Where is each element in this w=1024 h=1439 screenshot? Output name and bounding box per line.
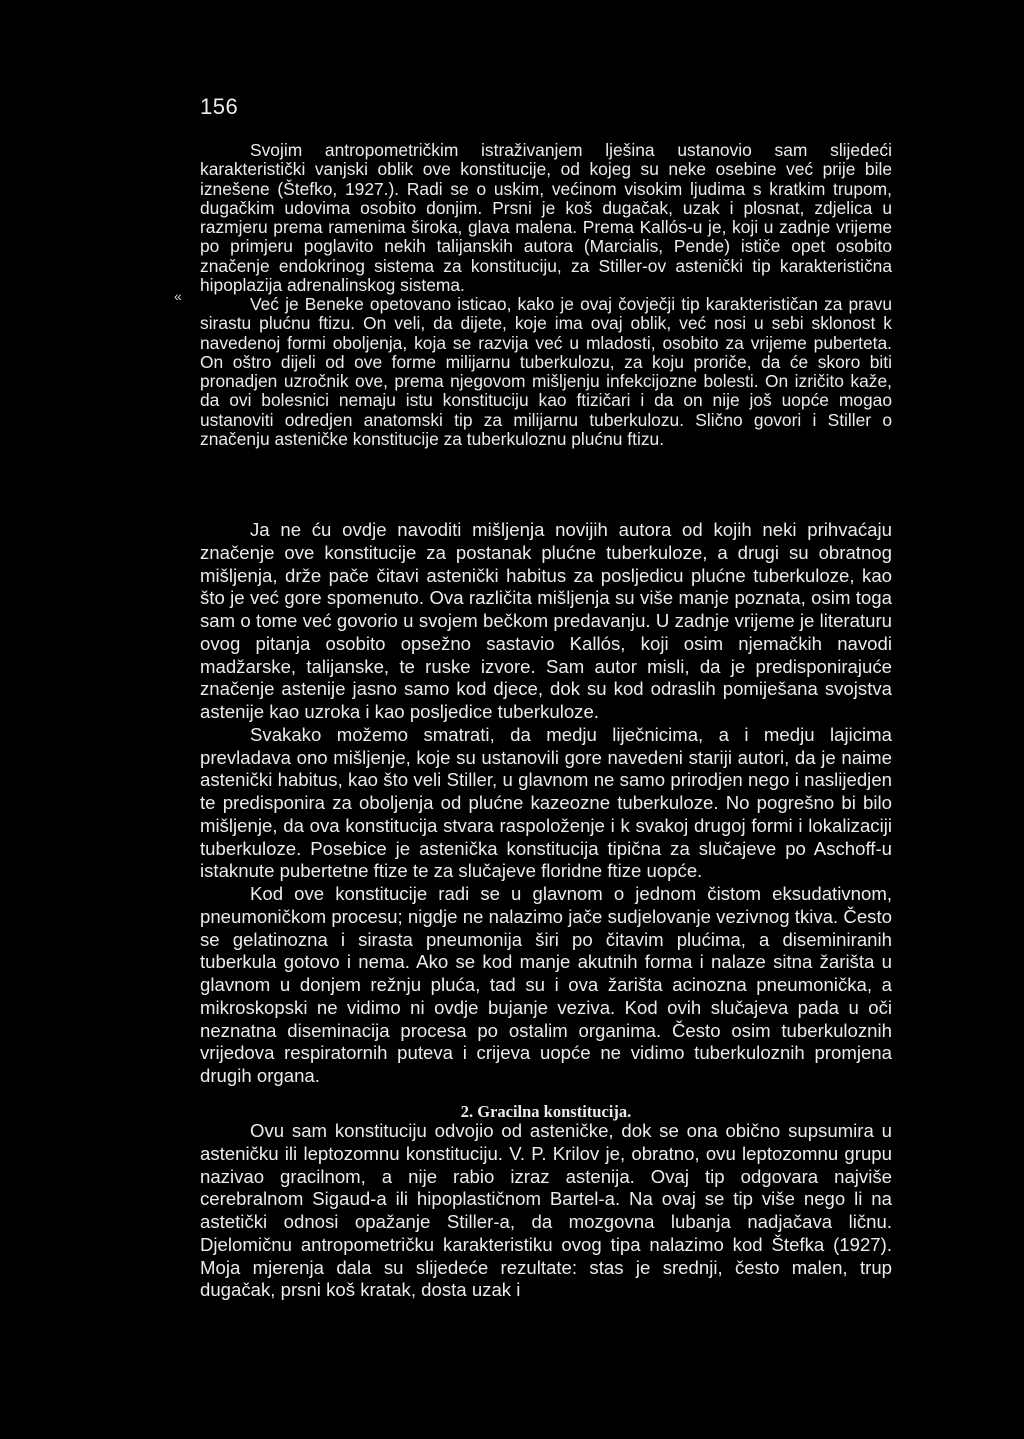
paragraph-4: Svakako možemo smatrati, da medju liječnicima, a i medju lajicima prevladava ono mišljenje, koje su ustanovili gore navedeni stariji autori, da je naime astenički habitus, kao što veli Stiller, u glavnom ne samo prirodjen nego i naslijedjen te predisponira za oboljenja od plućne kazeozne tuberkuloze. No pogrešno bi bilo mišljenje, da ova konstitucija stvara raspoloženje i k svakoj drugoj formi i lokalizaciji tuberkuloze. Posebice je astenička konstitucija tipična za slučajeve po Aschoff-u istaknute pubertetne ftize te za slučajeve floridne ftize uopće. <box>200 723 892 882</box>
paragraph-3: Ja ne ću ovdje navoditi mišljenja novijih autora od kojih neki prihvaćaju značenje ove konstitucije za postanak plućne tuberkuloze, a drugi su obratnog mišljenja, drže pače čitavi astenički habitus za posljedicu plućne tuberkuloze, kao što je već gore spomenuto. Ova različita mišljenja su više manje poznata, osim toga sam o tome već govorio u svojem bečkom predavanju. U zadnje vrijeme je literaturu ovog pitanja osobito opsežno sastavio Kallós, koji osim njemačkih navodi madžarske, talijanske, te ruske izvore. Sam autor misli, da je predisponirajuće značenje astenije jasno samo kod djece, dok su kod odraslih pomiješana svojstva astenije kao uzroka i kao posljedice tuberkuloze. <box>200 519 892 722</box>
paragraph-5: Kod ove konstitucije radi se u glavnom o jednom čistom eksudativnom, pneumoničkom procesu; nigdje ne nalazimo jače sudjelovanje vezivnog tkiva. Često se gelatinozna i sirasta pneumonija širi po čitavim plućima, a diseminiranih tuberkula gotovo i nema. Ako se kod manje akutnih forma i nalaze sitna žarišta u glavnom u donjem režnju pluća, tad su i ova žarišta acinozna pneumonička, a mikroskopski ne vidimo ni ovdje bujanje veziva. Kod ovih slučajeva pada u oči neznatna diseminacija procesa po ostalim organima. Često osim tuberkuloznih vrijedova respiratornih puteva i crijeva uopće ne vidimo tuberkuloznih promjena drugih organa. <box>200 883 892 1086</box>
section-2-text <box>200 519 892 1088</box>
paragraph-1: Svojim antropometričkim istraživanjem lješina ustanovio sam slijedeći karakteristički vanjski oblik ove konstitucije, od kojeg su neke osebine već prije bile iznešene (Štefko, 1927.). Radi se o uskim, većinom visokim ljudima s kratkim trupom, dugačkim udovima osobito donjim. Prsni je koš dugačak, uzak i plosnat, zdjelica u razmjeru prema ramenima široka, glava malena. Prema Kallós-u je, koji u zadnje vrijeme po primjeru poglavito nekih talijanskih autora (Marcialis, Pende) ističe opet osobito značenje endokrinog sistema za konstituciju, za Stiller-ov astenički tip karakteristična hipoplazija adrenalinskog sistema. <box>200 140 892 295</box>
section-1-text <box>200 141 892 449</box>
paragraph-6: Ovu sam konstituciju odvojio od asteničke, dok se ona obično supsumira u asteničku ili leptozomnu konstituciju. V. P. Krilov je, obratno, ovu leptozomnu grupu nazivao gracilnom, a nije rabio izraz astenija. Ovaj tip odgovara najviše cerebralnom Sigaud-a ili hipoplastičnom Bartel-a. Na ovaj se tip više nego li na astetički odnosi opažanje Stiller-a, da mozgovna lubanja nadjačava ličnu. Djelomičnu antropometričku karakteristiku ovog tipa nalazimo kod Štefka (1927). Moja mjerenja dala su slijedeće rezultate: stas je srednji, često malen, trup dugačak, prsni koš kratak, dosta uzak i <box>200 1120 892 1301</box>
page-number: 156 <box>200 94 239 119</box>
margin-ink-mark: « <box>174 288 182 304</box>
section-heading: 2. Gracilna konstitucija. <box>460 1102 632 1121</box>
section-3-text <box>200 1120 892 1302</box>
paragraph-2: Već je Beneke opetovano isticao, kako je ovaj čovječji tip karakterističan za pravu sirastu plućnu ftizu. On veli, da dijete, koje ima ovaj oblik, već nosi u sebi sklonost k navedenoj formi oboljenja, koja se razvija već u mladosti, osobito za vrijeme puberteta. On oštro dijeli od ove forme milijarnu tuberkulozu, za koju proriče, da će skoro biti pronadjen uzročnik ove, prema njegovom mišljenju infekcijozne bolesti. On izričito kaže, da ovi bolesnici nemaju istu konstituciju kao ftizičari i da on nije još uopće mogao ustanoviti odredjen anatomski tip za milijarnu tuberkulozu. Slično govori i Stiller o značenju asteničke konstitucije za tuberkuloznu plućnu ftizu. <box>200 294 892 449</box>
